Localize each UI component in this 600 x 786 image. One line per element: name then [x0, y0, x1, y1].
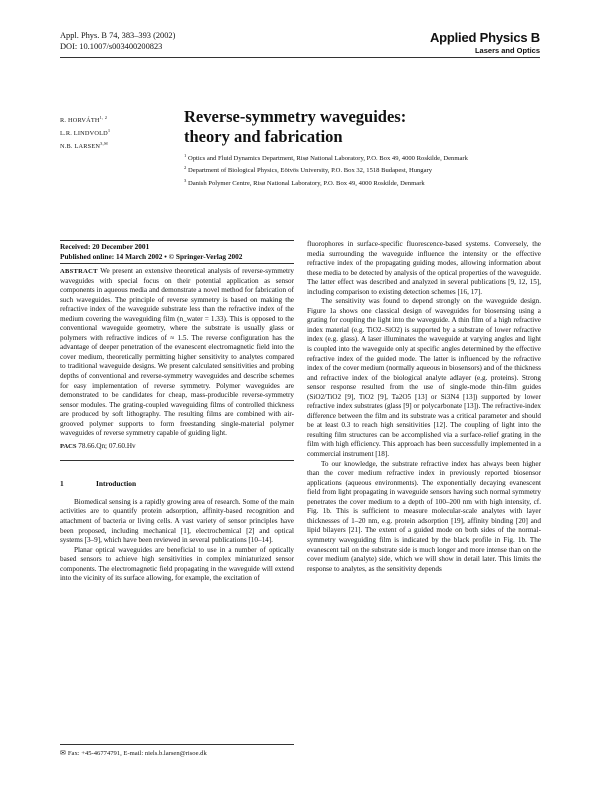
affiliation: $^3$ Danish Polymer Centre, Risø National Laboratory, P.O. Box 49, 4000 Roskilde, Denmark — [184, 177, 425, 187]
author-list — [60, 113, 110, 152]
section-heading — [60, 479, 294, 489]
section-rule — [60, 460, 294, 461]
section-number: 1 — [60, 479, 64, 489]
author: R. HORVÁTH$^{1, 2}$ — [60, 115, 108, 125]
published-date: Published online: 14 March 2002 • © Springer-Verlag 2002 — [60, 252, 294, 265]
author: N.B. $LARSEN^{3,✉}$ — [60, 141, 108, 151]
journal-name: Applied Physics B — [429, 30, 540, 45]
paragraph: Biomedical sensing is a rapidly growing area of research. Some of the main activities are to quantify protein adsorption, affinity-based recognition and attachment of bacteria or living cells. A vast variety of sensor principles have been proposed, including mechanical [1], electrochemical [2] and optical systems [3–9], which have been reviewed in several publications [10–14]. — [60, 497, 294, 545]
right-column — [307, 240, 541, 574]
paper-title: Reverse-symmetry waveguides: theory and fabrication — [184, 107, 407, 146]
citation: Appl. Phys. B 74, 383–393 (2002) — [60, 31, 176, 40]
paragraph: fluorophores in surface-specific fluorescence-based systems. Conversely, the media surrounding the waveguide influence the intensity or the effective refractive index of the propagating guiding modes, allowing information about these media to be detected by analysis of the optical properties of the waveguide. The latter effect was described and analyzed in several publications [9, 12, 15], including comparison to existing detection schemes [16, 17]. — [307, 240, 541, 296]
affiliation: $^2$ Department of Biological Physics, Eötvös University, P.O. Box 32, 1518 Budapest, Hungary — [184, 165, 433, 175]
paragraph: To our knowledge, the substrate refractive index has always been higher than the cover medium refractive index in previously reported biosensor applications (aqueous environments). The exponentially decaying evanescent field from light propagating in waveguide sensors having such normal symmetry penetrates the cover medium to a depth of 100–200 nm with high intensity, cf. Fig. 1b. This is sufficient to measure molecular-scale analytes with layer thicknesses of 1–20 nm, e.g. protein adsorption [19], affinity binding [20] and lipid bilayers [21]. The extent of a guided mode on both sides of the normal-symmetry waveguiding film is indicated by the black profile in Fig. 1b. The evanescent tail on the substrate side is much longer and more intense than on the cover medium (analyte) side, which we will show in detail later. This limits the response to analytes, as the sensitivity depends — [307, 459, 541, 573]
affiliation: $^1$ Optics and Fluid Dynamics Department, Risø National Laboratory, P.O. Box 49, 4000 Roskilde, Denmark — [184, 153, 468, 163]
footnote — [60, 744, 294, 758]
author: L.R. LINDVOLD$^1$ — [60, 128, 111, 138]
paragraph: Planar optical waveguides are beneficial to use in a number of optically based sensors to achieve high sensitivities in complex miniaturized sensor components. The electromagnetic field propagating in the waveguide will extend into the vicinity of its surface allowing, for example, the excitation of — [60, 545, 294, 583]
received-date: Received: 20 December 2001 — [60, 240, 294, 252]
paragraph: The sensitivity was found to depend strongly on the waveguide design. Figure 1a shows one classical design of waveguides for biosensing using a grating for coupling the light into the waveguide. A thin film of a high refractive index material (e.g. TiO2–SiO2) is supported by a substrate of lower refractive index (e.g. glass). A laser illuminates the waveguide at varying angles and light is coupled into the waveguide only at specific angles determined by the effective refractive index of the guided mode. The latter is influenced by the refractive index of the cover medium (normally aqueous in biosensors) and of the thickness and refractive index of the biological analyte adlayer (e.g. proteins). Strong sensor response resulted from the use of single-mode thin-film guides (SiO2/TiO2 [9], TiO2 [9], Ta2O5 [13] or Si3N4 [13]) supported by lower refractive index substrates (glass [9] or polycarbonate [13]). The refractive-index difference between the film and its substrate was a critical parameter and should be at least 0.3 to reach high sensitivities [12]. The coupling of light into the resulting film structures can be accomplished via a surface-relief grating in the film with high efficiency. This approach has been successfully implemented in a commercial instrument [18]. — [307, 297, 541, 459]
abstract-label: ABSTRACT — [60, 268, 98, 275]
header-rule — [60, 57, 540, 58]
abstract — [60, 267, 294, 439]
footnote-text: Fax: +45-46774791, E-mail: niels.b.larsen@risoe.dk — [67, 750, 207, 757]
journal-subtitle: Lasers and Optics — [474, 46, 540, 55]
left-column — [60, 240, 294, 584]
section-title: Introduction — [96, 479, 137, 489]
affiliations — [184, 151, 564, 188]
envelope-icon: ✉ — [60, 749, 66, 757]
doi: DOI: 10.1007/s003400200823 — [60, 42, 163, 51]
journal-header — [430, 30, 540, 55]
abstract-text: We present an extensive theoretical analysis of reverse-symmetry waveguides with special focus on their potential application as sensor components in aqueous media and demonstrate a novel method for fabrication of such waveguides. The principle of reverse symmetry is based on making the refractive index of the waveguide substrate less than the refractive index of the medium covering the waveguiding film (n_water = 1.33). This is opposed to the conventional waveguide geometry, where the substrate is usually glass or polymers with refractive indices of ≈ 1.5. The reverse configuration has the advantage of deeper penetration of the evanescent electromagnetic field into the cover medium, theoretically permitting higher sensitivity to analytes compared to traditional waveguide designs. We present calculated sensitivities and probing depths of conventional and reverse-symmetry waveguides and describe schemes for easy implementation of reverse symmetry. Polymer waveguides are demonstrated to be candidates for cheap, mass-producible reverse-symmetry sensor modules. The grating-coupled waveguiding films of controlled thickness are produced by soft lithography. The resulting films are combined with air-grooved polymer supports to form freestanding single-material polymer waveguides of reverse symmetry capable of guiding light. — [60, 267, 294, 438]
pacs: PACS 78.66.Qn; 07.60.Hv — [60, 441, 136, 450]
citation-header — [60, 30, 175, 52]
